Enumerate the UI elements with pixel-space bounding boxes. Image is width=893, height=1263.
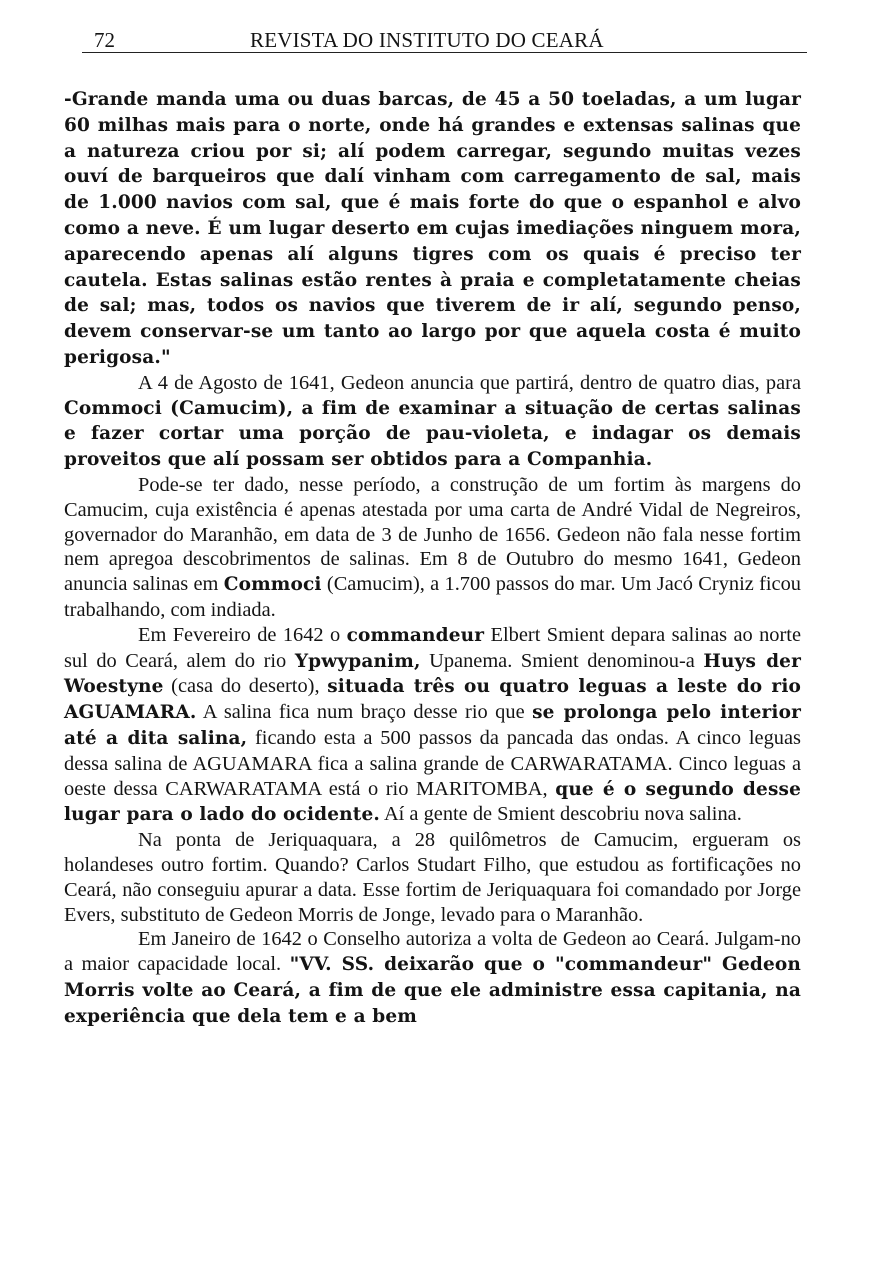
paragraph: [64, 371, 801, 473]
bold-text: commandeur: [346, 624, 485, 646]
page-number: 72: [94, 28, 115, 52]
text-run: Pode-se ter dado, nesse período, a construção de um fortim às margens do Camucim, cuja existência é apenas atestada por uma carta de André Vidal de Negreiros, governador do Maranhão, em data de 3 de Junho de 1656. Gedeon não fala nesse fortim nem apregoa descobrimentos de salinas. Em 8 de Outubro do mesmo 1641, Gedeon anuncia salinas em: [64, 473, 801, 596]
text-run: Upanema. Smient denominou-a: [420, 649, 704, 672]
text-run: Elbert Smient depara salinas ao norte sul do Ceará, alem do rio: [64, 623, 802, 672]
text-run: A 4 de Agosto de 1641, Gedeon anuncia que partirá, dentro de quatro dias, para: [138, 371, 801, 394]
paragraph: [64, 927, 801, 1029]
text-run: (Camucim), a 1.700 passos do mar. Um Jacó Cryniz ficou trabalhando, com indiada.: [64, 573, 801, 621]
text-run: A salina fica num braço desse rio que: [196, 701, 533, 724]
bold-text: "VV. SS. deixarão que o "commandeur" Gedeon Morris volte ao Ceará, a fim de que ele administre essa capitania, na experiência que dela tem e a bem: [64, 954, 802, 1027]
bold-text: se prolonga pelo interior até a dita salina,: [64, 702, 801, 749]
text-run: ficando esta a 500 passos da pancada das ondas. A cinco leguas dessa salina de AGUAMARA fica a salina grande de CARWARATAMA. Cinco leguas a oeste dessa CARWARATAMA está o rio MARITOMBA,: [64, 726, 801, 800]
text-run: Na ponta de Jeriquaquara, a 28 quilômetros de Camucim, ergueram os holandeses outro fortim. Quando? Carlos Studart Filho, que estudou as fortificações no Ceará, não conseguiu apurar a data. Esse fortim de Jeriquaquara foi comandado por Jorge Evers, substituto de Gedeon Morris de Jonge, levado para o Maranhão.: [64, 829, 801, 926]
running-head: REVISTA DO INSTITUTO DO CEARÁ: [250, 28, 604, 52]
paragraph: [64, 828, 801, 927]
text-run: Em Janeiro de 1642 o Conselho autoriza a volta de Gedeon ao Ceará. Julgam-no a maior capacidade local.: [64, 928, 801, 976]
bold-text: Huys der Woestyne: [64, 650, 801, 698]
bold-text: situada três ou quatro leguas a leste do rio AGUAMARA.: [64, 676, 801, 724]
text-run: Aí a gente de Smient descobriu nova salina.: [379, 803, 742, 826]
text-run: Em Fevereiro de 1642 o: [138, 623, 347, 646]
paragraph: [64, 473, 801, 623]
bold-text: que é o segundo desse lugar para o lado do ocidente.: [64, 778, 801, 826]
article-body: [64, 87, 801, 1029]
bold-text: Commoci (Camucim), a fim de examinar a situação de certas salinas e fazer cortar uma porção de pau-violeta, e indagar os demais proveitos que alí possam ser obtidos para a Companhia.: [64, 397, 801, 471]
paragraph: [64, 87, 801, 371]
text-run: (casa do deserto),: [163, 675, 328, 698]
paragraph: [64, 623, 801, 828]
bold-text: Ypwypanim,: [294, 650, 421, 672]
page-header: [82, 0, 807, 53]
bold-text: -Grande manda uma ou duas barcas, de 45 a 50 toeladas, a um lugar 60 milhas mais para o norte, onde há grandes e extensas salinas que a natureza criou por si; alí podem carregar, segundo muitas vezes ouví de barqueiros que dalí vinham com carregamento de sal, mais de 1.000 navios com sal, que é mais forte do que o espanhol e alvo como a neve. É um lugar deserto em cujas imediações ninguem mora, aparecendo apenas alí alguns tigres com os quais é preciso ter cautela. Estas salinas estão rentes à praia e completatamente cheias de sal; mas, todos os navios que tiverem de ir alí, segundo penso, devem conservar-se um tanto ao largo por que aquela costa é muito perigosa.": [64, 89, 801, 368]
bold-text: Commoci: [223, 574, 322, 596]
